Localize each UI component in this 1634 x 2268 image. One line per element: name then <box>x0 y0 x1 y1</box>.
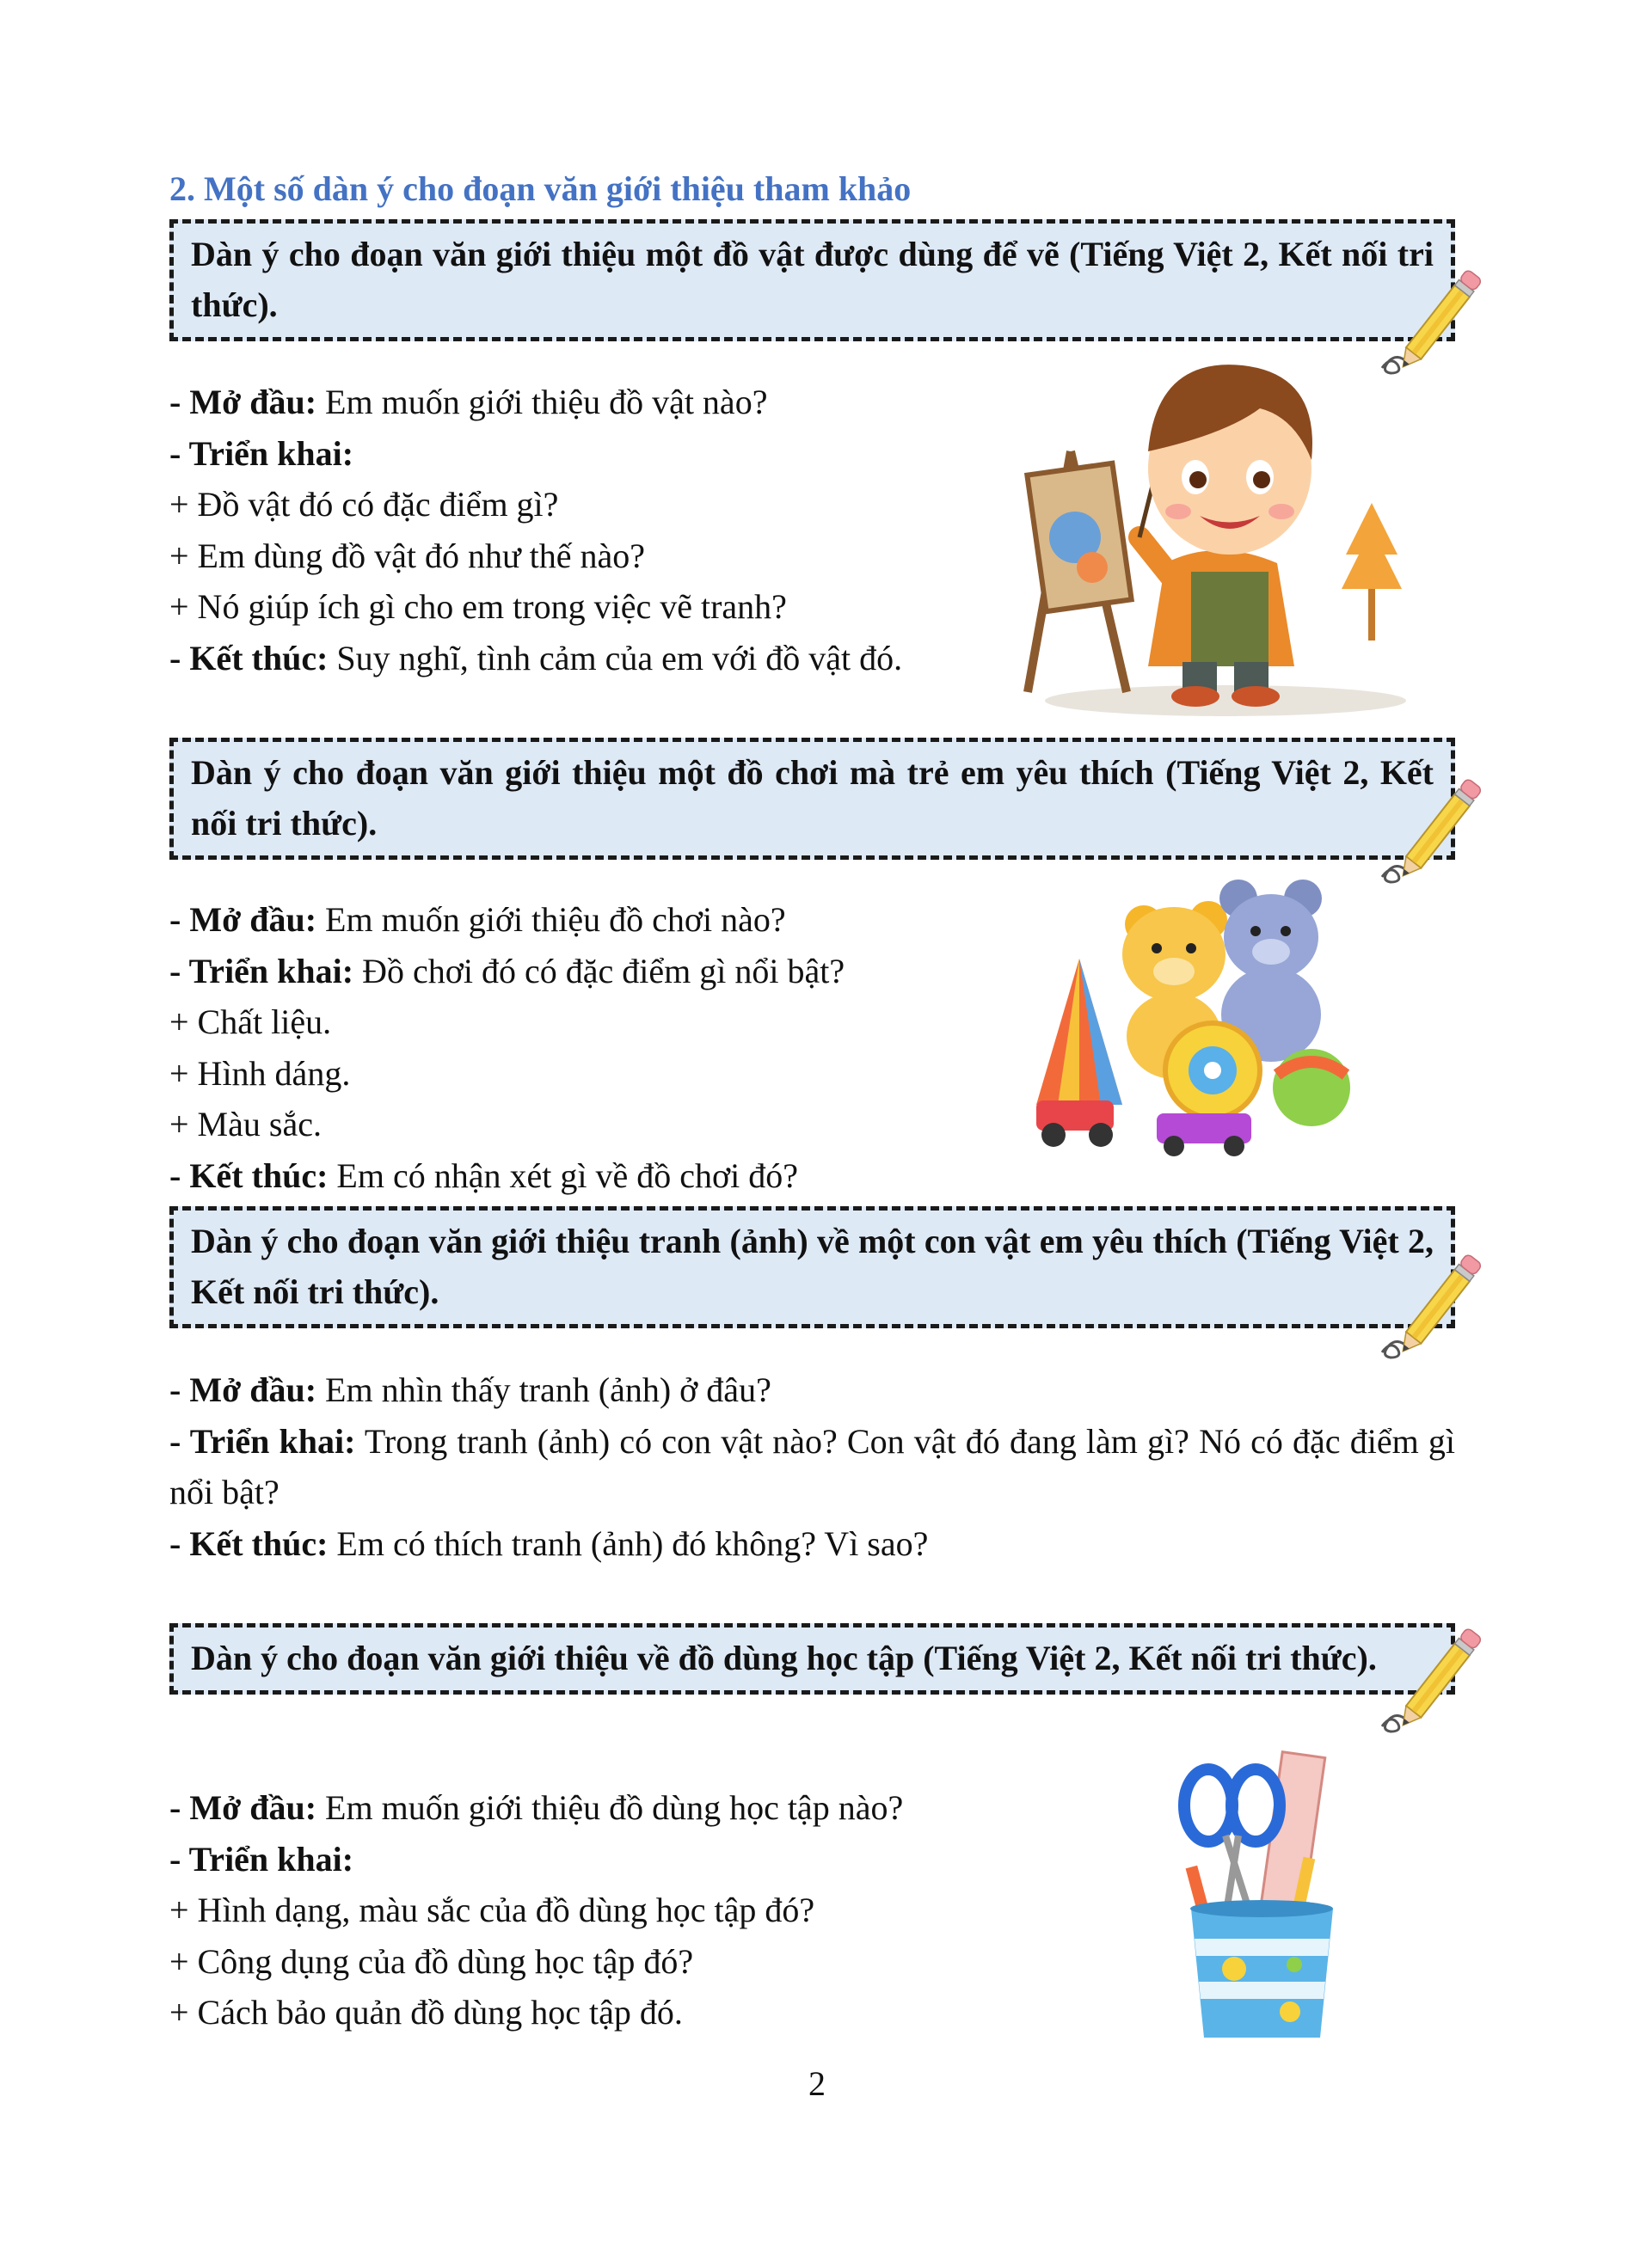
list-item: - Mở đầu: Em muốn giới thiệu đồ chơi nào? <box>169 900 786 939</box>
list-item: - Triển khai: Trong tranh (ảnh) có con vật nào? Con vật đó đang làm gì? Nó có đặc điểm gì nổi bật? <box>169 1421 1455 1511</box>
list-item: + Chất liệu. <box>169 1002 332 1041</box>
outline-title-box-school-supplies: Dàn ý cho đoạn văn giới thiệu về đồ dùng học tập (Tiếng Việt 2, Kết nối tri thức). <box>169 1623 1455 1695</box>
list-item: - Triển khai: Đồ chơi đó có đặc điểm gì nổi bật? <box>169 951 845 990</box>
outline-title-box-toy: Dàn ý cho đoạn văn giới thiệu một đồ chơi mà trẻ em yêu thích (Tiếng Việt 2, Kết nối tri thức). <box>169 738 1455 860</box>
outline-list-drawing-tool <box>169 377 902 683</box>
toys-illustration <box>1028 873 1367 1156</box>
boy-painting-illustration <box>1010 340 1432 718</box>
outline-list-toy <box>169 894 845 1201</box>
list-item: - Mở đầu: Em nhìn thấy tranh (ảnh) ở đâu? <box>169 1370 771 1409</box>
list-item: + Hình dạng, màu sắc của đồ dùng học tập đó? <box>169 1891 815 1929</box>
list-item: + Đồ vật đó có đặc điểm gì? <box>169 485 559 524</box>
list-item: - Kết thúc: Em có nhận xét gì về đồ chơi đó? <box>169 1155 798 1195</box>
pencil-icon <box>1372 775 1501 896</box>
outline-list-school-supplies <box>169 1782 903 2038</box>
page-number: 2 <box>808 2064 826 2103</box>
list-item: + Màu sắc. <box>169 1105 322 1143</box>
list-item: - Kết thúc: Em có thích tranh (ảnh) đó không? Vì sao? <box>169 1523 929 1563</box>
list-item: + Em dùng đồ vật đó như thế nào? <box>169 536 646 575</box>
section-heading: 2. Một số dàn ý cho đoạn văn giới thiệu tham khảo <box>169 169 912 208</box>
list-item: - Mở đầu: Em muốn giới thiệu đồ vật nào? <box>169 383 768 421</box>
outline-list-animal-picture <box>169 1364 1455 1569</box>
pencil-icon <box>1372 1625 1501 1745</box>
outline-title-box-drawing-tool: Dàn ý cho đoạn văn giới thiệu một đồ vật được dùng để vẽ (Tiếng Việt 2, Kết nối tri thức). <box>169 219 1455 341</box>
list-item: + Hình dáng. <box>169 1053 351 1093</box>
list-item: - Kết thúc: Suy nghĩ, tình cảm của em với đồ vật đó. <box>169 638 903 677</box>
list-item: + Nó giúp ích gì cho em trong việc vẽ tranh? <box>169 587 787 626</box>
list-item: - Triển khai: <box>169 1839 354 1879</box>
pencil-cup-illustration <box>1165 1745 1359 2046</box>
pencil-icon <box>1372 1251 1501 1371</box>
list-item: + Công dụng của đồ dùng học tập đó? <box>169 1941 694 1981</box>
list-item: + Cách bảo quản đồ dùng học tập đó. <box>169 1993 683 2032</box>
list-item: - Triển khai: <box>169 433 354 473</box>
outline-title-box-animal-picture: Dàn ý cho đoạn văn giới thiệu tranh (ảnh) về một con vật em yêu thích (Tiếng Việt 2, Kết nối tri thức). <box>169 1206 1455 1328</box>
list-item: - Mở đầu: Em muốn giới thiệu đồ dùng học tập nào? <box>169 1788 904 1827</box>
